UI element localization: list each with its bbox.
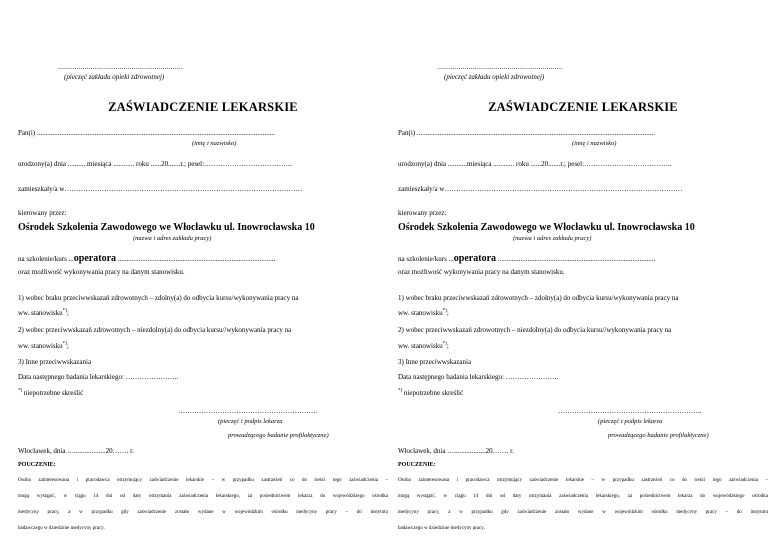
footnote-mark: *) [62,308,67,314]
possibility-line: oraz możliwość wykonywania pracy na danym stanowisku. [398,268,565,276]
course-dots: .......................................................................................... [496,255,656,263]
training-center-name: Ośrodek Szkolenia Zawodowego we Włocławku ul. Inowrocławska 10 [398,222,695,233]
instruction-line: mogą wystąpić, w ciągu 14 dni od daty otrzymania zaświadczenia lekarskiego, za pośrednictwem lekarza do wojewódzkiego ośrodka [18,494,388,499]
footnote-mark: *) [62,341,67,347]
instruction-line: medycyny pracy, a w przypadku gdy zaświadczenie zostało wydane w wojewódzkim ośrodku medycyny pracy – do instytutu [18,510,388,515]
clause-2: 2) wobec przeciwwskazań zdrowotnych – niezdolny(a) do odbycia kursu//wykonywania pracy na [18,326,292,334]
signature-dots: …………………………………………………… [178,407,318,415]
clause-1-continuation: ww. stanowisku*); [398,308,449,317]
possibility-line: oraz możliwość wykonywania pracy na danym stanowisku. [18,268,185,276]
signature-caption-2: prowadzącego badanie profilaktyczne) [608,432,709,439]
stamp-caption: (pieczęć zakładu opieki zdrowotnej) [444,73,545,81]
document-title: ZAŚWIADCZENIE LEKARSKIE [488,100,678,114]
address-line: zamieszkały/a w………………………………………………………………………………………… [398,185,683,193]
course-prefix: na szkolenie/kurs ... [398,255,454,263]
city-date-line: Włocławek, dnia …..................20……. r. [398,447,514,455]
course-line [398,253,655,264]
instruction-line: badawczego w dziedzinie medycyny pracy. [398,526,485,531]
next-exam-date: Data następnego badania lekarskiego: ………………….. [18,373,179,381]
instruction-line: mogą wystąpić, w ciągu 14 dni od daty otrzymania zaświadczenia lekarskiego, za pośrednictwem lekarza do wojewódzkiego ośrodka [398,494,768,499]
instruction-line: badawczego w dziedzinie medycyny pracy. [18,526,105,531]
stamp-dots: ............................................................. [58,63,184,71]
birth-line: urodzony(a) dnia ...........miesiąca ............ roku ......20.......r.; pesel:……………………………….. [18,160,292,168]
city-date-line: Włocławek, dnia …..................20……. r. [18,447,134,455]
footnote-mark: *) [442,308,447,314]
birth-line: urodzony(a) dnia ...........miesiąca ............ roku ......20.......r.; pesel:……………………………….. [398,160,672,168]
signature-caption-2: prowadzącego badanie profilaktyczne) [228,432,329,439]
clause-1: 1) wobec braku przeciwwskazań zdrowotnych – zdolny(a) do odbycia kursu/wykonywania pracy na [18,294,299,302]
course-name: operatora [73,253,117,264]
strike-note: *) niepotrzebne skreślić [18,388,84,397]
certificate-form-left [18,0,388,543]
name-line: Pan(i) ........................................................................................................................................ [398,129,655,137]
instruction-line: medycyny pracy, a w przypadku gdy zaświadczenie zostało wydane w wojewódzkim ośrodku medycyny pracy – do instytutu [398,510,768,515]
instruction-line: Osoba zainteresowana i pracodawca otrzymujący zaświadczenie lekarskie – w przypadku zastrzeżeń co do treści tego zaświadczenia – [398,478,768,483]
strike-note: *) niepotrzebne skreślić [398,388,464,397]
next-exam-date: Data następnego badania lekarskiego: ………………….. [398,373,559,381]
course-name: operatora [453,253,497,264]
course-dots: .......................................................................................... [116,255,276,263]
name-caption: (imię i nazwisko) [572,140,617,147]
footnote-mark: *) [442,341,447,347]
signature-caption: (pieczęć i podpis lekarza [218,418,283,425]
name-caption: (imię i nazwisko) [192,140,237,147]
instruction-label: POUCZENIE: [398,462,436,468]
stamp-caption: (pieczęć zakładu opieki zdrowotnej) [64,73,165,81]
stamp-dots: ............................................................. [438,63,564,71]
signature-dots: …………………………………………………….. [558,407,702,415]
clause-3: 3) Inne przeciwwskazania [398,358,472,366]
signature-caption: (pieczęć i podpis lekarza [598,418,663,425]
clause-2-continuation: ww. stanowisku*); [18,341,69,350]
address-line: zamieszkały/a w………………………………………………………………………………………… [18,185,303,193]
training-center-caption: (nazwa i adres zakładu pracy) [133,235,212,242]
training-center-name: Ośrodek Szkolenia Zawodowego we Włocławku ul. Inowrocławska 10 [18,222,315,233]
course-prefix: na szkolenie/kurs ... [18,255,74,263]
instruction-line: Osoba zainteresowana i pracodawca otrzymujący zaświadczenie lekarskie – w przypadku zastrzeżeń co do treści tego zaświadczenia – [18,478,388,483]
clause-3: 3) Inne przeciwwskazania [18,358,92,366]
course-line [18,253,275,264]
training-center-caption: (nazwa i adres zakładu pracy) [513,235,592,242]
directed-by-label: kierowany przez: [398,209,447,217]
footnote-mark: *) [398,388,403,394]
footnote-mark: *) [18,388,23,394]
clause-1: 1) wobec braku przeciwwskazań zdrowotnych – zdolny(a) do odbycia kursu/wykonywania pracy na [398,294,679,302]
directed-by-label: kierowany przez: [18,209,67,217]
certificate-form-right [398,0,768,543]
name-line: Pan(i) ........................................................................................................................................ [18,129,275,137]
clause-2: 2) wobec przeciwwskazań zdrowotnych – niezdolny(a) do odbycia kursu//wykonywania pracy na [398,326,672,334]
instruction-label: POUCZENIE: [18,462,56,468]
clause-2-continuation: ww. stanowisku*); [398,341,449,350]
document-title: ZAŚWIADCZENIE LEKARSKIE [108,100,298,114]
clause-1-continuation: ww. stanowisku*); [18,308,69,317]
